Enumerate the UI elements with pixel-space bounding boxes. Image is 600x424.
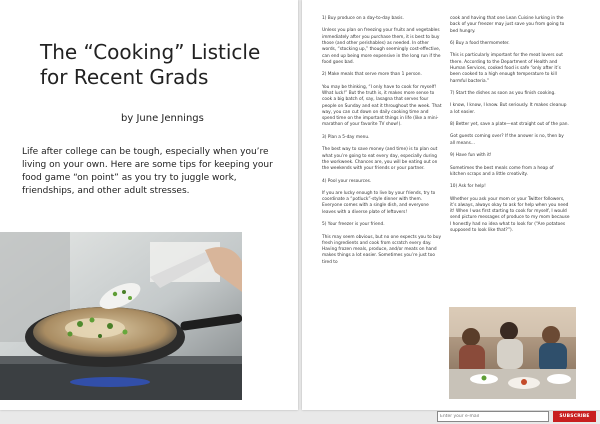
paragraph: Whether you ask your mom or your Twitter followers, it’s always, always okay to ask for help when you need it! When I was first starting to cook for myself, I would send picture messages of produce to my mom because I honestly had no idea what to look for (“Are potatoes supposed to look like that?”). — [450, 196, 570, 234]
paragraph: cook and having that one Lean Cuisine lurking in the back of your freezer may just save you from going to bed hungry. — [450, 16, 565, 34]
subscribe-button[interactable]: SUBSCRIBE — [553, 411, 596, 422]
article-intro: Life after college can be tough, especially when you’re living on your own. Here are some tips for keeping your food game “on point” as you try to juggle work, friendships, and other adult stresses. — [22, 147, 273, 196]
article-byline: by June Jennings — [121, 113, 204, 124]
paragraph: 3) Plan a 5-day menu. — [322, 134, 370, 140]
paragraph: I know, I know, I know. But seriously. It makes cleanup a lot easier. — [450, 103, 567, 115]
paragraph: The best way to save money (and time) is to plan out what you’re going to eat every day, especially during the workweek. Chances are, you will be eating out on the weekends with your friends or your partner. — [322, 147, 438, 172]
paragraph: This may seem obvious, but no one expects you to buy fresh ingredients and cook from scratch every day. Having frozen meals, produce, and/or meats on hand makes things a lot easier. Sometimes you’re just too tired to — [322, 234, 442, 265]
paragraph: 1) Buy produce on a day-to-day basis. — [322, 16, 404, 21]
text-column-left — [322, 16, 442, 272]
paragraph: Unless you plan on freezing your fruits and vegetables immediately after you purchase them, it is best to buy those (and other perishables) as needed. In other words, “stocking up,” though seemingly cost-effective, can end up being more expensive in the long run if the food goes bad. — [322, 28, 441, 65]
paragraph: This is particularly important for the meat lovers out there. According to the Department of Health and Human Services, cooked food is safe “only after it’s been cooked to a high enough temperature to kill harmful bacteria.” — [450, 53, 563, 84]
paragraph: 7) Start the dishes as soon as you finish cooking. — [450, 90, 556, 96]
paragraph: 5) Your freezer is your friend. — [322, 222, 385, 228]
paragraph: Got guests coming over? If the answer is no, then by all means… — [450, 134, 564, 146]
cooking-photo — [0, 232, 242, 400]
email-input[interactable] — [437, 411, 549, 422]
paragraph: 8) Better yet, save a plate—eat straight out of the pan. — [450, 122, 569, 128]
subscribe-bar — [437, 411, 597, 422]
right-page — [302, 0, 600, 410]
article-title: The “Cooking” Listicle for Recent Grads — [40, 40, 261, 89]
text-column-right — [450, 16, 570, 240]
paragraph: Sometimes the best meals come from a heap of kitchen scraps and a little creativity. — [450, 165, 554, 177]
friends-dinner-photo — [449, 307, 576, 399]
friends-meal-illustration — [449, 307, 576, 399]
paragraph: 9) Have fun with it! — [450, 153, 492, 159]
paragraph: You may be thinking, “I only have to cook for myself! What luck!” But the truth is, it makes more sense to cook a big batch of, say, lasagna that serves four people on Sunday and eat it throughout the week. That way, you can cut down on daily cooking time and spend time on the important things in life (like a mini-marathon of your favorite TV show!). — [322, 84, 442, 128]
paragraph: If you are lucky enough to live by your friends, try to coordinate a “potluck”-style dinner with them. Everyone comes with a single dish, and everyone leaves with a diverse plate of leftovers! — [322, 190, 436, 215]
paragraph: 6) Buy a food thermometer. — [450, 40, 510, 46]
left-page — [0, 0, 298, 410]
paragraph: 10) Ask for help! — [450, 184, 486, 190]
pan-on-stove-illustration — [0, 232, 242, 400]
paragraph: 2) Make meals that serve more than 1 person. — [322, 72, 422, 78]
paragraph: 4) Pool your resources. — [322, 178, 372, 184]
